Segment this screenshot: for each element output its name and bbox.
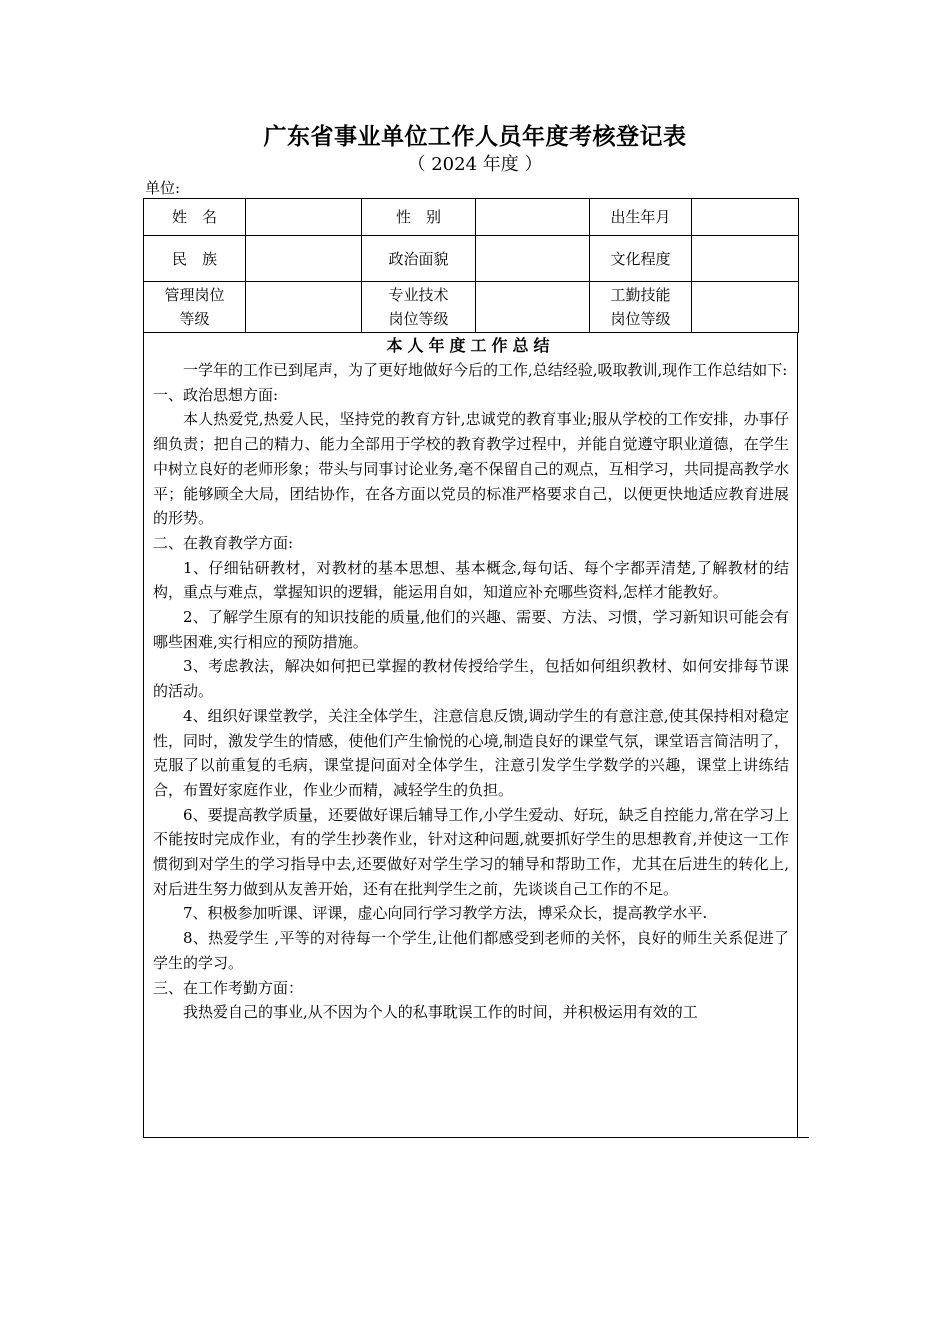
work-post-label-line1: 工勤技能	[610, 286, 671, 304]
birth-value-cell[interactable]	[692, 199, 799, 236]
summary-paragraph: 7、积极参加听课、评课，虚心向同行学习教学方法，博采众长，提高教学水平.	[183, 904, 708, 923]
mgmt-post-label	[144, 282, 246, 333]
mgmt-post-value-cell[interactable]	[246, 282, 362, 333]
education-label: 文化程度	[590, 236, 692, 282]
info-row-1	[144, 199, 799, 236]
summary-paragraph: 8、热爱学生 ,平等的对待每一个学生,让他们都感受到老师的关怀，良好的师生关系促进了学生的学习。	[153, 929, 789, 972]
political-value-cell[interactable]	[476, 236, 590, 282]
summary-paragraph: 一学年的工作已到尾声，为了更好地做好今后的工作,总结经验,吸取教训,现作工作总结如下:	[183, 361, 788, 379]
tech-post-label-line1: 专业技术	[388, 286, 449, 304]
political-label: 政治面貌	[362, 236, 476, 282]
ethnicity-value-cell[interactable]	[246, 236, 362, 282]
summary-heading: 本人年度工作总结	[386, 336, 555, 355]
gender-label: 性 别	[362, 199, 476, 236]
name-label: 姓 名	[144, 199, 246, 236]
summary-paragraph: 2、了解学生原有的知识技能的质量,他们的兴趣、需要、方法、习惯，学习新知识可能会有哪些困难,实行相应的预防措施。	[153, 608, 789, 651]
mgmt-post-label-line2: 等级	[179, 310, 210, 328]
table-border-tail	[797, 1137, 809, 1138]
summary-paragraph: 6、要提高教学质量，还要做好课后辅导工作,小学生爱动、好玩，缺乏自控能力,常在学习上不能按时完成作业，有的学生抄袭作业，针对这种问题,就要抓好学生的思想教育,并使这一工作惯彻到对学生的学习指导中去,还要做好对学生学习的辅导和帮助工作，尤其在后进生的转化上,对后进生努力做到从友善开始，还有在批判学生之前，先谈谈自己工作的不足。	[153, 805, 789, 898]
education-value-cell[interactable]	[692, 236, 799, 282]
birth-label: 出生年月	[590, 199, 692, 236]
summary-paragraph: 二、在教育教学方面:	[153, 533, 294, 552]
summary-paragraph: 一、政治思想方面:	[153, 385, 279, 404]
tech-post-value-cell[interactable]	[476, 282, 590, 333]
document-year: （ 2024 年度 ）	[407, 154, 543, 175]
gender-value-cell[interactable]	[476, 199, 590, 236]
ethnicity-label: 民 族	[144, 236, 246, 282]
info-row-2	[144, 236, 799, 282]
summary-body	[144, 358, 797, 1025]
personal-info-table	[143, 198, 799, 333]
summary-paragraph: 3、考虑教法，解决如何把已掌握的教材传授给学生，包括如何组织教材、如何安排每节课的活动。	[153, 657, 789, 701]
tech-post-label-line2: 岗位等级	[388, 310, 449, 328]
summary-paragraph: 我热爱自己的事业,从不因为个人的私事耽误工作的时间，并积极运用有效的工	[183, 1003, 698, 1022]
mgmt-post-label-line1: 管理岗位	[164, 286, 225, 304]
summary-paragraph: 本人热爱党,热爱人民，坚持党的教育方针,忠诚党的教育事业;服从学校的工作安排，办事仔细负责；把自己的精力、能力全部用于学校的教育教学过程中，并能自觉遵守职业道德，在学生中树立良好的老师形象；带头与同事讨论业务,毫不保留自己的观点，互相学习，共同提高教学水平；能够顾全大局，团结协作，在各方面以党员的标准严格要求自己，以便更快地适应教育进展的形势。	[153, 410, 789, 528]
summary-paragraph: 1、仔细钻研教材，对教材的基本思想、基本概念,每句话、每个字都弄清楚,了解教材的结构，重点与难点，掌握知识的逻辑，能运用自如，知道应补充哪些资料,怎样才能教好。	[153, 558, 789, 602]
document-title: 广东省事业单位工作人员年度考核登记表	[263, 124, 687, 150]
work-summary-box	[143, 332, 798, 1138]
work-post-value-cell[interactable]	[692, 282, 799, 333]
summary-paragraph: 4、组织好课堂教学，关注全体学生，注意信息反馈,调动学生的有意注意,使其保持相对稳定性，同时，激发学生的情感，使他们产生愉悦的心境,制造良好的课堂气氛，课堂语言简洁明了，克服了以前重复的毛病，课堂提问面对全体学生，注意引发学生学数学的兴趣，课堂上讲练结合，布置好家庭作业，作业少而精，减轻学生的负担。	[153, 706, 789, 799]
info-row-3	[144, 282, 799, 333]
work-post-label-line2: 岗位等级	[610, 310, 671, 328]
work-post-label	[590, 282, 692, 333]
unit-label: 单位:	[145, 179, 181, 197]
summary-paragraph: 三、在工作考勤方面：	[153, 978, 304, 997]
tech-post-label	[362, 282, 476, 333]
name-value-cell[interactable]	[246, 199, 362, 236]
